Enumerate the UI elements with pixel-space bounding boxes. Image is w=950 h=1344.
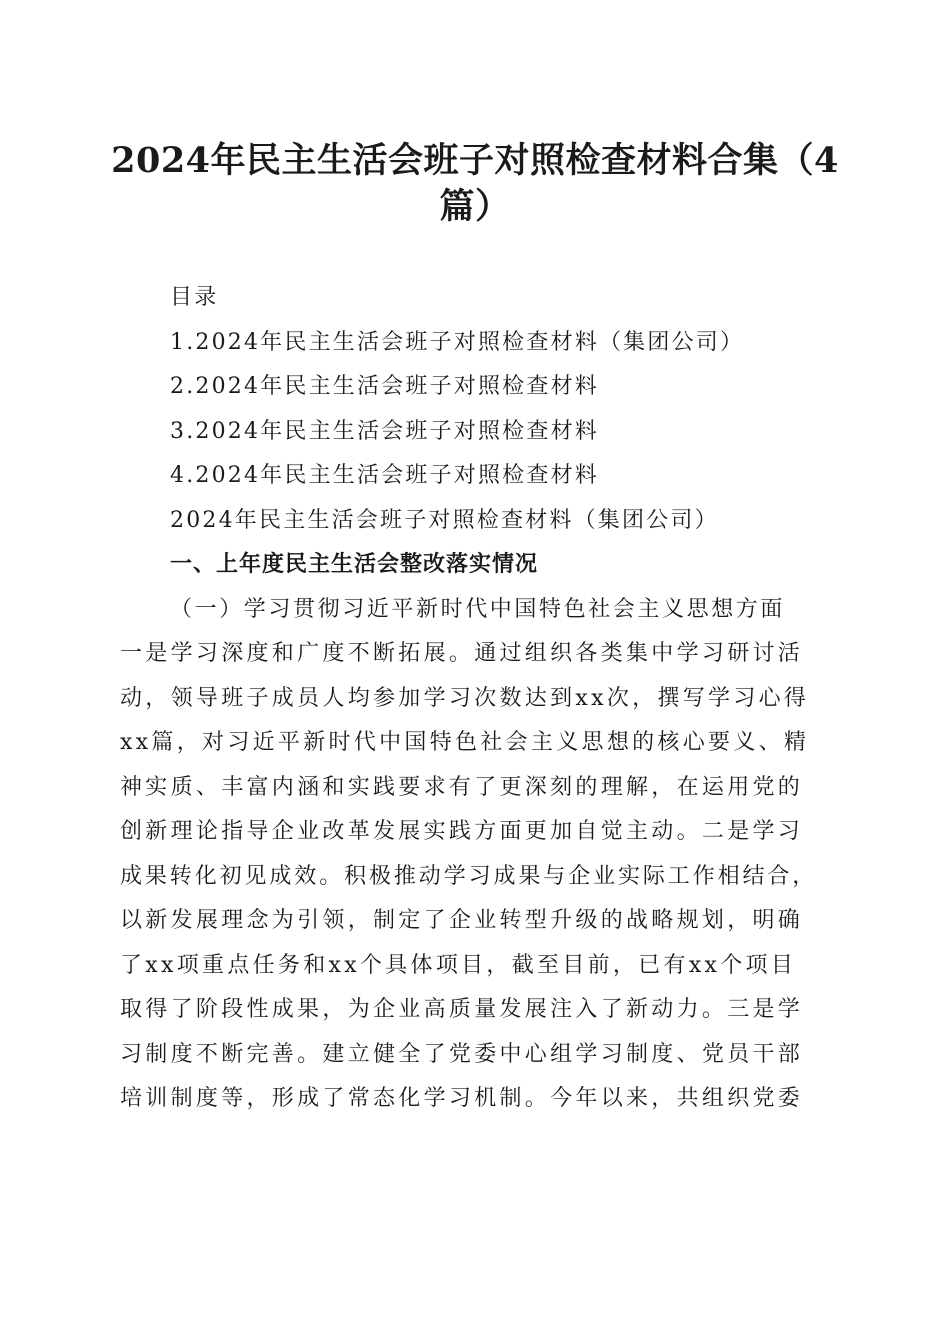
paragraph-line: 神实质、丰富内涵和实践要求有了更深刻的理解，在运用党的 <box>120 775 804 800</box>
paragraph-line: 创新理论指导企业改革发展实践方面更加自觉主动。二是学习 <box>120 819 804 844</box>
paragraph-line: 动，领导班子成员人均参加学习次数达到xx次，撰写学习心得 <box>120 686 810 711</box>
paragraph-line: 一是学习深度和广度不断拓展。通过组织各类集中学习研讨活 <box>120 641 804 666</box>
toc-item-1: 1.2024年民主生活会班子对照检查材料（集团公司） <box>170 330 745 355</box>
document-title <box>100 138 850 230</box>
toc-heading: 目录 <box>170 285 219 310</box>
toc-item-2: 2.2024年民主生活会班子对照检查材料 <box>170 374 599 399</box>
toc-item-3: 3.2024年民主生活会班子对照检查材料 <box>170 419 599 444</box>
paragraph-line: 成果转化初见成效。积极推动学习成果与企业实际工作相结合， <box>120 864 818 889</box>
paragraph-line: 以新发展理念为引领，制定了企业转型升级的战略规划，明确 <box>120 908 804 933</box>
heading-level-1: 一、上年度民主生活会整改落实情况 <box>170 552 539 577</box>
title-line-1: 2024年民主生活会班子对照检查材料合集（4 <box>111 140 839 181</box>
toc-item-4: 4.2024年民主生活会班子对照检查材料 <box>170 463 599 488</box>
title-line-2: 篇） <box>439 186 511 227</box>
section-title: 2024年民主生活会班子对照检查材料（集团公司） <box>170 508 719 533</box>
paragraph-line: 取得了阶段性成果，为企业高质量发展注入了新动力。三是学 <box>120 997 804 1022</box>
paragraph-line: 培训制度等，形成了常态化学习机制。今年以来，共组织党委 <box>120 1086 804 1111</box>
paragraph-line: 习制度不断完善。建立健全了党委中心组学习制度、党员干部 <box>120 1042 804 1067</box>
subheading: （一）学习贯彻习近平新时代中国特色社会主义思想方面 <box>170 597 786 622</box>
paragraph-line: xx篇，对习近平新时代中国特色社会主义思想的核心要义、精 <box>120 730 810 755</box>
paragraph-line: 了xx项重点任务和xx个具体项目，截至目前，已有xx个项目 <box>120 953 797 978</box>
